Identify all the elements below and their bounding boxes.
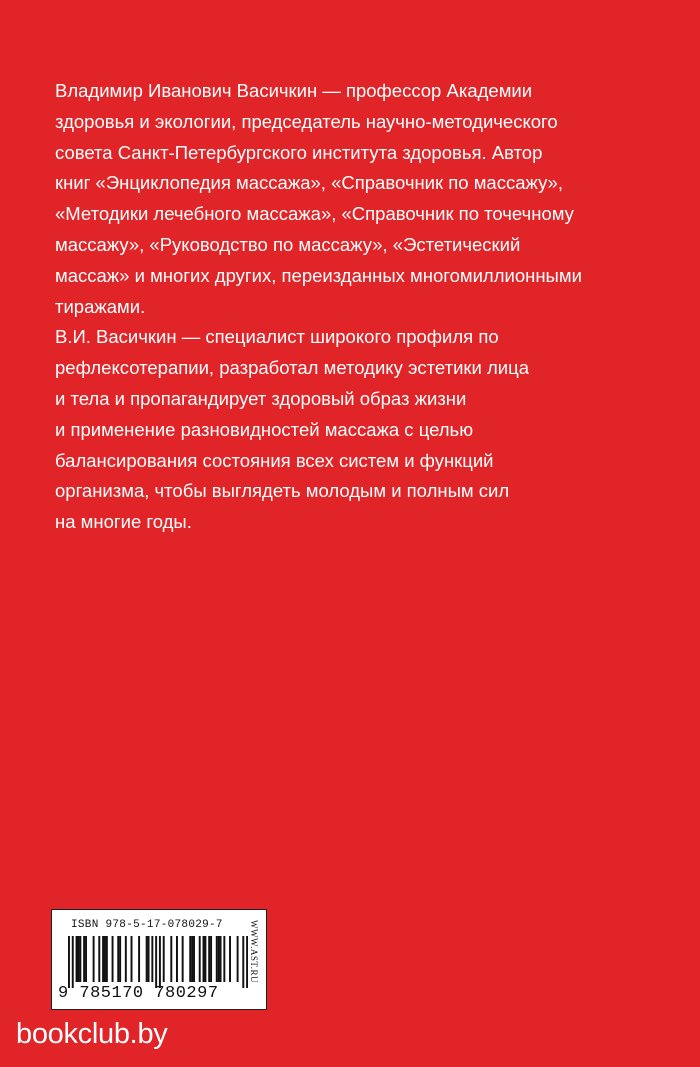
bio-line: совета Санкт-Петербургского института здоровья. Автор	[55, 141, 543, 163]
barcode-bar	[68, 936, 70, 988]
barcode-bar	[83, 936, 85, 982]
bio-line: В.И. Васичкин — специалист широкого профиля по	[55, 326, 499, 348]
barcode-bar	[155, 936, 157, 988]
bio-line: «Методики лечебного массажа», «Справочник по точечному	[55, 203, 574, 225]
barcode-bar	[242, 936, 244, 988]
barcode-bar	[220, 936, 222, 982]
bio-line: Владимир Иванович Васичкин — профессор Академии	[55, 80, 533, 101]
barcode-bar	[159, 936, 161, 988]
barcode-bar	[191, 936, 193, 982]
barcode-bar	[76, 936, 78, 982]
barcode-bar	[148, 936, 150, 982]
barcode-bar	[112, 936, 114, 982]
bio-line: тиражами.	[55, 295, 146, 317]
barcode-bar	[199, 936, 201, 982]
bio-line: рефлексотерапии, разработал методику эстетики лица	[55, 357, 529, 379]
barcode-bar	[237, 936, 239, 982]
bio-line: здоровья и экологии, председатель научно-методического	[55, 110, 558, 132]
barcode-bar	[210, 936, 212, 982]
barcode-bar	[138, 936, 140, 982]
bio-line: и применение разновидностей массажа с целью	[55, 418, 474, 440]
barcode-bar	[104, 936, 106, 982]
barcode-bar	[176, 936, 178, 982]
barcode-bar	[151, 936, 153, 982]
barcode-bar	[79, 936, 81, 982]
barcode-bar	[193, 936, 195, 982]
barcode-bar	[223, 936, 225, 982]
bio-line: и тела и пропагандирует здоровый образ жизни	[55, 387, 467, 409]
bio-line: книг «Энциклопедия массажа», «Справочник по массажу»,	[55, 172, 563, 194]
bio-line: балансирования состояния всех систем и функций	[55, 449, 494, 471]
barcode-bar	[163, 936, 165, 982]
barcode-bar	[170, 936, 172, 982]
author-bio	[55, 76, 655, 538]
barcode-bar	[218, 936, 220, 982]
barcode-bar	[125, 936, 127, 982]
barcode-bars	[68, 936, 248, 988]
barcode-bar	[85, 936, 87, 982]
barcode-bar	[106, 936, 108, 982]
barcode-bar	[117, 936, 119, 982]
bio-line: на многие годы.	[55, 511, 192, 533]
barcode-bar	[229, 936, 231, 982]
barcode-bar	[98, 936, 100, 982]
barcode-bar	[77, 936, 79, 982]
barcode-bar	[204, 936, 206, 982]
barcode-bar	[203, 936, 205, 982]
barcode-digits: 9 785170 780297	[58, 984, 219, 1003]
publisher-site: WWW.AST.RU	[249, 920, 259, 983]
barcode-bar	[93, 936, 95, 982]
isbn-label: ISBN 978-5-17-078029-7	[71, 919, 223, 931]
barcode-bar	[146, 936, 148, 982]
bio-line: массаж» и многих других, переизданных многомиллионными	[55, 264, 582, 286]
barcode-bar	[131, 936, 133, 982]
barcode-bar	[119, 936, 121, 982]
barcode-bar	[102, 936, 104, 982]
bio-line: массажу», «Руководство по массажу», «Эстетический	[55, 233, 521, 255]
watermark-text: bookclub.by	[16, 1018, 168, 1050]
barcode-bar	[72, 936, 74, 988]
barcode-bar	[216, 936, 218, 982]
barcode-bar	[208, 936, 210, 982]
barcode-bar	[246, 936, 248, 988]
barcode-bar	[182, 936, 184, 982]
bio-line: организма, чтобы выглядеть молодым и полным сил	[55, 480, 510, 502]
barcode-bar	[189, 936, 191, 982]
barcode-panel	[51, 909, 267, 1010]
